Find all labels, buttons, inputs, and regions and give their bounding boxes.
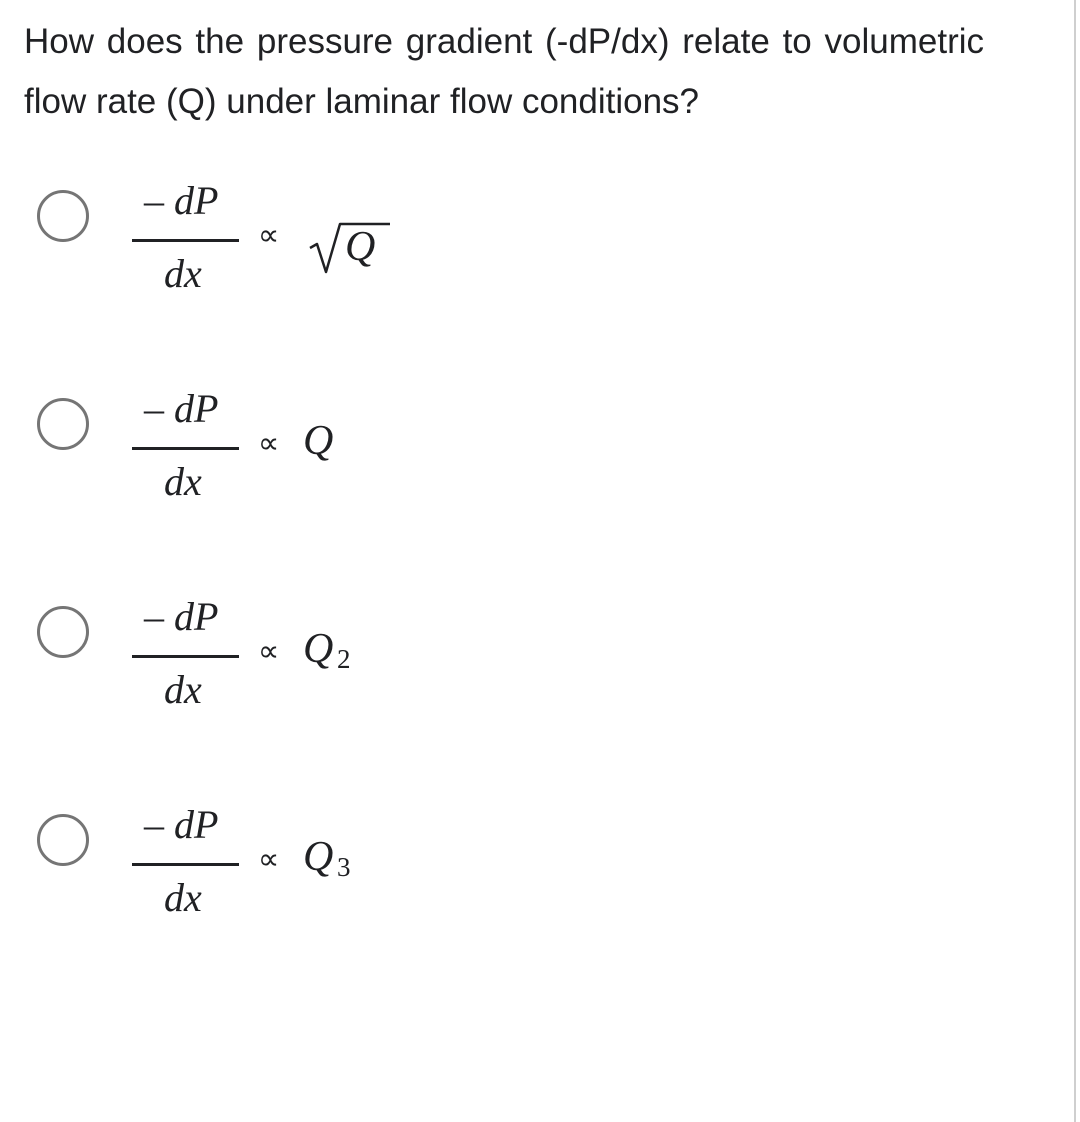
fraction-numerator: – dP bbox=[144, 802, 219, 847]
fraction-bar bbox=[132, 239, 239, 242]
fraction-bar bbox=[132, 863, 239, 866]
question-text: How does the pressure gradient (-dP/dx) relate to volumetric flow rate (Q) under laminar flow conditions? bbox=[24, 22, 984, 121]
scroll-edge-divider bbox=[1074, 0, 1076, 1122]
flow-rate-symbol: Q bbox=[303, 418, 334, 464]
fraction-numerator: – dP bbox=[144, 594, 219, 639]
proportional-symbol: ∝ bbox=[258, 842, 280, 877]
pressure-gradient-fraction bbox=[130, 178, 240, 320]
proportional-symbol: ∝ bbox=[258, 634, 280, 669]
fraction-numerator: – dP bbox=[144, 178, 219, 223]
fraction-denominator: dx bbox=[164, 875, 202, 920]
fraction-numerator: – dP bbox=[144, 386, 219, 431]
flow-rate-symbol: Q bbox=[345, 224, 376, 270]
radio-button-option-1[interactable] bbox=[37, 190, 89, 242]
answer-option-2[interactable] bbox=[0, 386, 520, 548]
flow-rate-symbol: Q bbox=[303, 834, 334, 880]
exponent: 2 bbox=[337, 644, 351, 674]
fraction-denominator: dx bbox=[164, 667, 202, 712]
fraction-bar bbox=[132, 655, 239, 658]
proportional-symbol: ∝ bbox=[258, 218, 280, 253]
radio-button-option-4[interactable] bbox=[37, 814, 89, 866]
pressure-gradient-fraction bbox=[130, 594, 240, 736]
answer-option-3[interactable] bbox=[0, 594, 520, 756]
pressure-gradient-fraction bbox=[130, 386, 240, 528]
answer-option-1[interactable] bbox=[0, 178, 520, 340]
exponent: 3 bbox=[337, 852, 351, 882]
fraction-denominator: dx bbox=[164, 251, 202, 296]
radio-button-option-2[interactable] bbox=[37, 398, 89, 450]
fraction-denominator: dx bbox=[164, 459, 202, 504]
pressure-gradient-fraction bbox=[130, 802, 240, 944]
flow-rate-symbol: Q bbox=[303, 626, 334, 672]
fraction-bar bbox=[132, 447, 239, 450]
radio-button-option-3[interactable] bbox=[37, 606, 89, 658]
answer-option-4[interactable] bbox=[0, 802, 520, 964]
proportional-symbol: ∝ bbox=[258, 426, 280, 461]
